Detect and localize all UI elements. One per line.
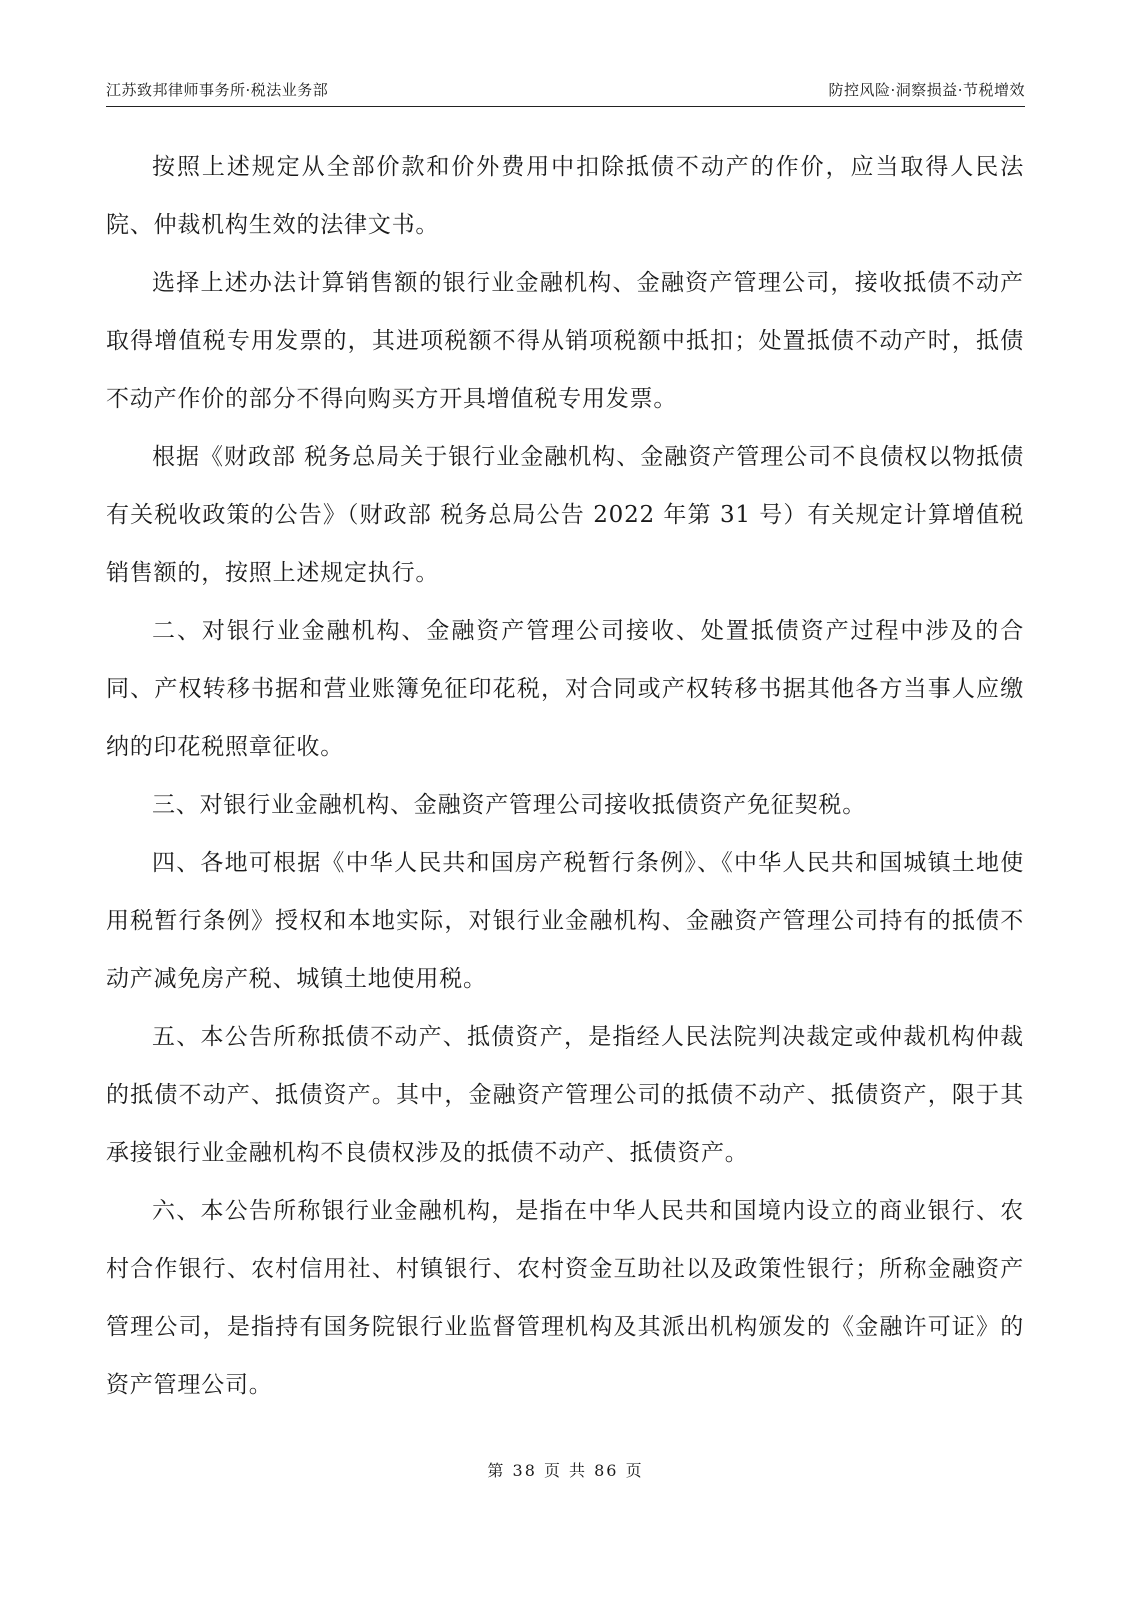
paragraph: 六、本公告所称银行业金融机构，是指在中华人民共和国境内设立的商业银行、农村合作银行、农村信用社、村镇银行、农村资金互助社以及政策性银行；所称金融资产管理公司，是指持有国务院银行业监督管理机构及其派出机构颁发的《金融许可证》的资产管理公司。 [106, 1198, 1024, 1398]
paragraph: 四、各地可根据《中华人民共和国房产税暂行条例》、《中华人民共和国城镇土地使用税暂行条例》授权和本地实际，对银行业金融机构、金融资产管理公司持有的抵债不动产减免房产税、城镇土地使用税。 [106, 850, 1024, 992]
paragraph: 三、对银行业金融机构、金融资产管理公司接收抵债资产免征契税。 [152, 792, 866, 818]
page-header [106, 78, 1025, 107]
paragraph: 二、对银行业金融机构、金融资产管理公司接收、处置抵债资产过程中涉及的合同、产权转移书据和营业账簿免征印花税，对合同或产权转移书据其他各方当事人应缴纳的印花税照章征收。 [106, 618, 1024, 760]
document-body [106, 138, 1024, 1414]
header-slogan: 防控风险·洞察损益·节税增效 [828, 81, 1025, 99]
page-number: 第 38 页 共 86 页 [487, 1461, 644, 1480]
paragraph: 根据《财政部 税务总局关于银行业金融机构、金融资产管理公司不良债权以物抵债有关税收政策的公告》（财政部 税务总局公告 2022 年第 31 号）有关规定计算增值税销售额的，按照上述规定执行。 [106, 444, 1024, 586]
paragraph: 按照上述规定从全部价款和价外费用中扣除抵债不动产的作价，应当取得人民法院、仲裁机构生效的法律文书。 [106, 154, 1024, 238]
paragraph: 选择上述办法计算销售额的银行业金融机构、金融资产管理公司，接收抵债不动产取得增值税专用发票的，其进项税额不得从销项税额中抵扣；处置抵债不动产时，抵债不动产作价的部分不得向购买方开具增值税专用发票。 [106, 270, 1024, 412]
paragraph: 五、本公告所称抵债不动产、抵债资产，是指经人民法院判决裁定或仲裁机构仲裁的抵债不动产、抵债资产。其中，金融资产管理公司的抵债不动产、抵债资产，限于其承接银行业金融机构不良债权涉及的抵债不动产、抵债资产。 [106, 1024, 1024, 1166]
header-firm-name: 江苏致邦律师事务所·税法业务部 [106, 81, 329, 99]
